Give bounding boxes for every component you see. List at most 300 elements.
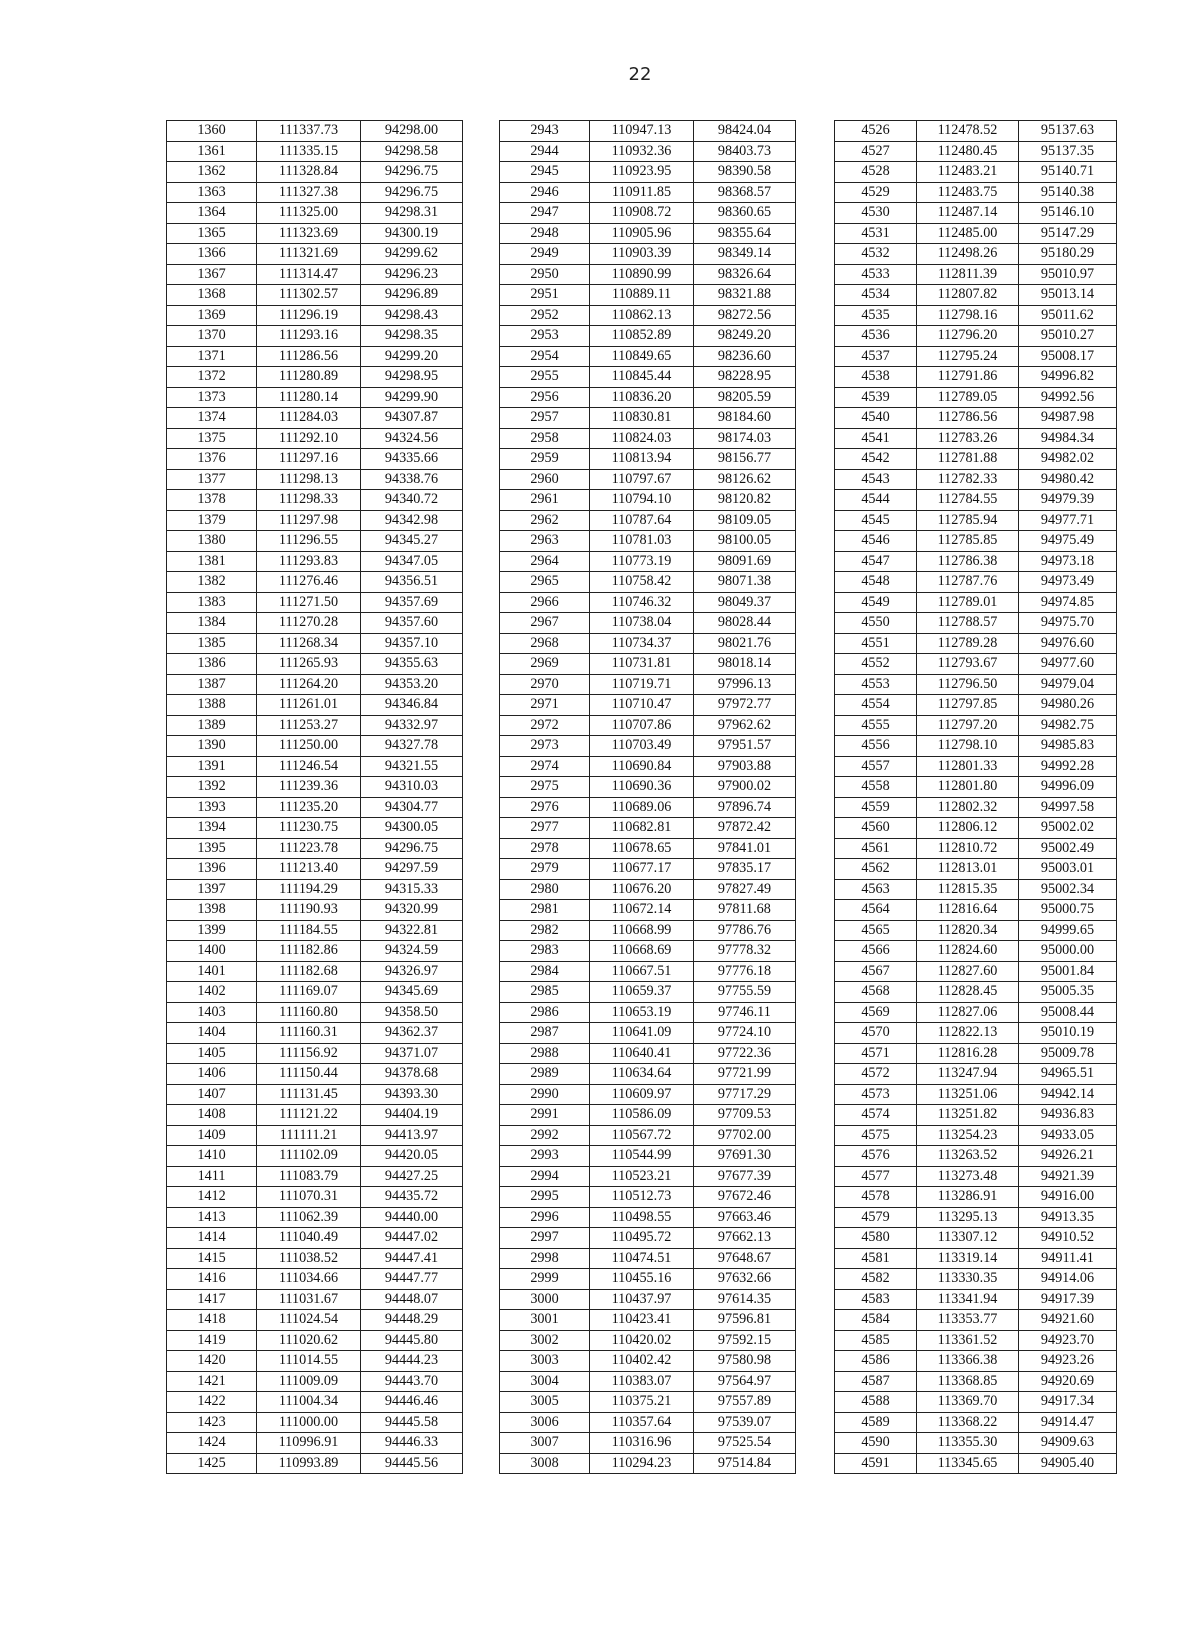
x-coordinate-cell: 113361.52 — [917, 1330, 1019, 1351]
table-row — [500, 1187, 796, 1208]
point-number-cell: 2944 — [500, 141, 590, 162]
y-coordinate-cell: 95005.35 — [1019, 982, 1117, 1003]
y-coordinate-cell: 94346.84 — [361, 695, 463, 716]
x-coordinate-cell: 111337.73 — [257, 121, 361, 142]
y-coordinate-cell: 97557.89 — [694, 1392, 796, 1413]
x-coordinate-cell: 113330.35 — [917, 1269, 1019, 1290]
table-row — [167, 346, 463, 367]
point-number-cell: 2972 — [500, 715, 590, 736]
point-number-cell: 2985 — [500, 982, 590, 1003]
table-row — [500, 1330, 796, 1351]
x-coordinate-cell: 112806.12 — [917, 818, 1019, 839]
point-number-cell: 1379 — [167, 510, 257, 531]
y-coordinate-cell: 94315.33 — [361, 879, 463, 900]
x-coordinate-cell: 110781.03 — [590, 531, 694, 552]
x-coordinate-cell: 111276.46 — [257, 572, 361, 593]
table-row — [835, 1002, 1117, 1023]
x-coordinate-cell: 110512.73 — [590, 1187, 694, 1208]
y-coordinate-cell: 94299.90 — [361, 387, 463, 408]
y-coordinate-cell: 98021.76 — [694, 633, 796, 654]
point-number-cell: 1414 — [167, 1228, 257, 1249]
point-number-cell: 1397 — [167, 879, 257, 900]
x-coordinate-cell: 112784.55 — [917, 490, 1019, 511]
x-coordinate-cell: 111040.49 — [257, 1228, 361, 1249]
y-coordinate-cell: 94977.60 — [1019, 654, 1117, 675]
x-coordinate-cell: 111004.34 — [257, 1392, 361, 1413]
point-number-cell: 1416 — [167, 1269, 257, 1290]
table-row — [500, 121, 796, 142]
x-coordinate-cell: 110932.36 — [590, 141, 694, 162]
table-row — [167, 838, 463, 859]
y-coordinate-cell: 95146.10 — [1019, 203, 1117, 224]
x-coordinate-cell: 111284.03 — [257, 408, 361, 429]
table-row — [167, 1146, 463, 1167]
point-number-cell: 2975 — [500, 777, 590, 798]
y-coordinate-cell: 94977.71 — [1019, 510, 1117, 531]
x-coordinate-cell: 112793.67 — [917, 654, 1019, 675]
table-row — [500, 1412, 796, 1433]
x-coordinate-cell: 111182.68 — [257, 961, 361, 982]
x-coordinate-cell: 111264.20 — [257, 674, 361, 695]
table-row — [500, 572, 796, 593]
x-coordinate-cell: 110294.23 — [590, 1453, 694, 1474]
table-row — [167, 469, 463, 490]
table-row — [167, 449, 463, 470]
x-coordinate-cell: 110852.89 — [590, 326, 694, 347]
y-coordinate-cell: 97632.66 — [694, 1269, 796, 1290]
y-coordinate-cell: 94324.56 — [361, 428, 463, 449]
point-number-cell: 3002 — [500, 1330, 590, 1351]
point-number-cell: 2950 — [500, 264, 590, 285]
x-coordinate-cell: 112487.14 — [917, 203, 1019, 224]
x-coordinate-cell: 112478.52 — [917, 121, 1019, 142]
x-coordinate-cell: 110710.47 — [590, 695, 694, 716]
point-number-cell: 2982 — [500, 920, 590, 941]
x-coordinate-cell: 110609.97 — [590, 1084, 694, 1105]
x-coordinate-cell: 111070.31 — [257, 1187, 361, 1208]
y-coordinate-cell: 94298.35 — [361, 326, 463, 347]
y-coordinate-cell: 95010.19 — [1019, 1023, 1117, 1044]
x-coordinate-cell: 110889.11 — [590, 285, 694, 306]
x-coordinate-cell: 112798.10 — [917, 736, 1019, 757]
y-coordinate-cell: 97835.17 — [694, 859, 796, 880]
point-number-cell: 4581 — [835, 1248, 917, 1269]
table-row — [835, 1269, 1117, 1290]
point-number-cell: 4574 — [835, 1105, 917, 1126]
y-coordinate-cell: 94298.00 — [361, 121, 463, 142]
x-coordinate-cell: 112824.60 — [917, 941, 1019, 962]
point-number-cell: 1360 — [167, 121, 257, 142]
y-coordinate-cell: 97717.29 — [694, 1084, 796, 1105]
y-coordinate-cell: 94345.69 — [361, 982, 463, 1003]
x-coordinate-cell: 111038.52 — [257, 1248, 361, 1269]
table-row — [500, 1289, 796, 1310]
x-coordinate-cell: 112813.01 — [917, 859, 1019, 880]
y-coordinate-cell: 94358.50 — [361, 1002, 463, 1023]
x-coordinate-cell: 112802.32 — [917, 797, 1019, 818]
point-number-cell: 1393 — [167, 797, 257, 818]
y-coordinate-cell: 94338.76 — [361, 469, 463, 490]
y-coordinate-cell: 97514.84 — [694, 1453, 796, 1474]
x-coordinate-cell: 111302.57 — [257, 285, 361, 306]
y-coordinate-cell: 95180.29 — [1019, 244, 1117, 265]
x-coordinate-cell: 113368.22 — [917, 1412, 1019, 1433]
table-row — [167, 1289, 463, 1310]
x-coordinate-cell: 110862.13 — [590, 305, 694, 326]
table-row — [835, 920, 1117, 941]
x-coordinate-cell: 110653.19 — [590, 1002, 694, 1023]
point-number-cell: 4558 — [835, 777, 917, 798]
point-number-cell: 4587 — [835, 1371, 917, 1392]
y-coordinate-cell: 98126.62 — [694, 469, 796, 490]
table-row — [500, 613, 796, 634]
y-coordinate-cell: 94447.77 — [361, 1269, 463, 1290]
table-row — [167, 961, 463, 982]
y-coordinate-cell: 98071.38 — [694, 572, 796, 593]
x-coordinate-cell: 111121.22 — [257, 1105, 361, 1126]
table-row — [167, 1248, 463, 1269]
point-number-cell: 1415 — [167, 1248, 257, 1269]
y-coordinate-cell: 98326.64 — [694, 264, 796, 285]
x-coordinate-cell: 110668.69 — [590, 941, 694, 962]
table-row — [835, 428, 1117, 449]
x-coordinate-cell: 113254.23 — [917, 1125, 1019, 1146]
x-coordinate-cell: 111314.47 — [257, 264, 361, 285]
y-coordinate-cell: 94914.47 — [1019, 1412, 1117, 1433]
y-coordinate-cell: 94443.70 — [361, 1371, 463, 1392]
table-row — [835, 1351, 1117, 1372]
x-coordinate-cell: 111213.40 — [257, 859, 361, 880]
x-coordinate-cell: 112801.33 — [917, 756, 1019, 777]
table-row — [835, 1330, 1117, 1351]
table-row — [167, 203, 463, 224]
point-number-cell: 4585 — [835, 1330, 917, 1351]
y-coordinate-cell: 94980.42 — [1019, 469, 1117, 490]
y-coordinate-cell: 97525.54 — [694, 1433, 796, 1454]
point-number-cell: 4548 — [835, 572, 917, 593]
x-coordinate-cell: 111246.54 — [257, 756, 361, 777]
point-number-cell: 1386 — [167, 654, 257, 675]
x-coordinate-cell: 112828.45 — [917, 982, 1019, 1003]
x-coordinate-cell: 111280.14 — [257, 387, 361, 408]
y-coordinate-cell: 97786.76 — [694, 920, 796, 941]
x-coordinate-cell: 111293.16 — [257, 326, 361, 347]
point-number-cell: 2999 — [500, 1269, 590, 1290]
y-coordinate-cell: 94926.21 — [1019, 1146, 1117, 1167]
point-number-cell: 4577 — [835, 1166, 917, 1187]
x-coordinate-cell: 113247.94 — [917, 1064, 1019, 1085]
y-coordinate-cell: 94916.00 — [1019, 1187, 1117, 1208]
table-row — [835, 1064, 1117, 1085]
table-row — [167, 1043, 463, 1064]
x-coordinate-cell: 110544.99 — [590, 1146, 694, 1167]
table-row — [835, 141, 1117, 162]
y-coordinate-cell: 97841.01 — [694, 838, 796, 859]
point-number-cell: 1424 — [167, 1433, 257, 1454]
x-coordinate-cell: 112810.72 — [917, 838, 1019, 859]
x-coordinate-cell: 110402.42 — [590, 1351, 694, 1372]
point-number-cell: 2969 — [500, 654, 590, 675]
table-row — [835, 490, 1117, 511]
point-number-cell: 2951 — [500, 285, 590, 306]
x-coordinate-cell: 111230.75 — [257, 818, 361, 839]
table-row — [500, 756, 796, 777]
coordinate-table-2 — [499, 120, 796, 1474]
table-row — [835, 531, 1117, 552]
y-coordinate-cell: 94304.77 — [361, 797, 463, 818]
table-row — [500, 1043, 796, 1064]
x-coordinate-cell: 111296.55 — [257, 531, 361, 552]
x-coordinate-cell: 110437.97 — [590, 1289, 694, 1310]
point-number-cell: 4576 — [835, 1146, 917, 1167]
table-row — [835, 223, 1117, 244]
table-row — [500, 531, 796, 552]
table-row — [835, 1207, 1117, 1228]
table-row — [167, 613, 463, 634]
y-coordinate-cell: 94446.33 — [361, 1433, 463, 1454]
x-coordinate-cell: 110794.10 — [590, 490, 694, 511]
y-coordinate-cell: 94992.28 — [1019, 756, 1117, 777]
y-coordinate-cell: 94296.75 — [361, 162, 463, 183]
x-coordinate-cell: 113353.77 — [917, 1310, 1019, 1331]
point-number-cell: 2974 — [500, 756, 590, 777]
x-coordinate-cell: 111335.15 — [257, 141, 361, 162]
y-coordinate-cell: 94984.34 — [1019, 428, 1117, 449]
x-coordinate-cell: 111194.29 — [257, 879, 361, 900]
x-coordinate-cell: 111235.20 — [257, 797, 361, 818]
point-number-cell: 1413 — [167, 1207, 257, 1228]
x-coordinate-cell: 112785.85 — [917, 531, 1019, 552]
table-row — [500, 982, 796, 1003]
point-number-cell: 1361 — [167, 141, 257, 162]
x-coordinate-cell: 111261.01 — [257, 695, 361, 716]
x-coordinate-cell: 110383.07 — [590, 1371, 694, 1392]
x-coordinate-cell: 112815.35 — [917, 879, 1019, 900]
table-row — [167, 182, 463, 203]
table-row — [500, 1064, 796, 1085]
point-number-cell: 2976 — [500, 797, 590, 818]
x-coordinate-cell: 112785.94 — [917, 510, 1019, 531]
y-coordinate-cell: 97580.98 — [694, 1351, 796, 1372]
x-coordinate-cell: 111150.44 — [257, 1064, 361, 1085]
x-coordinate-cell: 110849.65 — [590, 346, 694, 367]
y-coordinate-cell: 98174.03 — [694, 428, 796, 449]
point-number-cell: 1399 — [167, 920, 257, 941]
table-row — [835, 797, 1117, 818]
table-row — [835, 736, 1117, 757]
x-coordinate-cell: 110498.55 — [590, 1207, 694, 1228]
x-coordinate-cell: 111169.07 — [257, 982, 361, 1003]
y-coordinate-cell: 94917.39 — [1019, 1289, 1117, 1310]
point-number-cell: 4539 — [835, 387, 917, 408]
table-row — [835, 613, 1117, 634]
x-coordinate-cell: 112827.60 — [917, 961, 1019, 982]
point-number-cell: 1421 — [167, 1371, 257, 1392]
x-coordinate-cell: 111293.83 — [257, 551, 361, 572]
x-coordinate-cell: 113369.70 — [917, 1392, 1019, 1413]
x-coordinate-cell: 112786.38 — [917, 551, 1019, 572]
table-row — [167, 1392, 463, 1413]
table-row — [835, 592, 1117, 613]
y-coordinate-cell: 95003.01 — [1019, 859, 1117, 880]
table-row — [167, 1371, 463, 1392]
table-row — [835, 961, 1117, 982]
point-number-cell: 2960 — [500, 469, 590, 490]
table-row — [500, 449, 796, 470]
point-number-cell: 4546 — [835, 531, 917, 552]
y-coordinate-cell: 95137.35 — [1019, 141, 1117, 162]
x-coordinate-cell: 110905.96 — [590, 223, 694, 244]
point-number-cell: 4541 — [835, 428, 917, 449]
point-number-cell: 4555 — [835, 715, 917, 736]
x-coordinate-cell: 111009.09 — [257, 1371, 361, 1392]
table-row — [167, 490, 463, 511]
table-row — [835, 510, 1117, 531]
table-row — [835, 1228, 1117, 1249]
y-coordinate-cell: 94982.75 — [1019, 715, 1117, 736]
x-coordinate-cell: 110731.81 — [590, 654, 694, 675]
y-coordinate-cell: 94445.56 — [361, 1453, 463, 1474]
table-row — [500, 715, 796, 736]
y-coordinate-cell: 97539.07 — [694, 1412, 796, 1433]
point-number-cell: 2984 — [500, 961, 590, 982]
point-number-cell: 2988 — [500, 1043, 590, 1064]
point-number-cell: 4571 — [835, 1043, 917, 1064]
x-coordinate-cell: 113251.82 — [917, 1105, 1019, 1126]
y-coordinate-cell: 94445.80 — [361, 1330, 463, 1351]
x-coordinate-cell: 111014.55 — [257, 1351, 361, 1372]
y-coordinate-cell: 98184.60 — [694, 408, 796, 429]
table-row — [835, 1453, 1117, 1474]
table-row — [835, 859, 1117, 880]
point-number-cell: 4551 — [835, 633, 917, 654]
table-row — [167, 1064, 463, 1085]
table-row — [835, 777, 1117, 798]
point-number-cell: 1400 — [167, 941, 257, 962]
point-number-cell: 2952 — [500, 305, 590, 326]
table-row — [167, 756, 463, 777]
point-number-cell: 2954 — [500, 346, 590, 367]
table-row — [500, 1023, 796, 1044]
point-number-cell: 1420 — [167, 1351, 257, 1372]
point-number-cell: 4553 — [835, 674, 917, 695]
point-number-cell: 4580 — [835, 1228, 917, 1249]
y-coordinate-cell: 94357.10 — [361, 633, 463, 654]
point-number-cell: 4552 — [835, 654, 917, 675]
y-coordinate-cell: 94296.75 — [361, 838, 463, 859]
x-coordinate-cell: 110672.14 — [590, 900, 694, 921]
table-row — [500, 1269, 796, 1290]
x-coordinate-cell: 110567.72 — [590, 1125, 694, 1146]
point-number-cell: 4569 — [835, 1002, 917, 1023]
x-coordinate-cell: 110640.41 — [590, 1043, 694, 1064]
x-coordinate-cell: 110947.13 — [590, 121, 694, 142]
y-coordinate-cell: 94321.55 — [361, 756, 463, 777]
y-coordinate-cell: 95010.27 — [1019, 326, 1117, 347]
point-number-cell: 1407 — [167, 1084, 257, 1105]
y-coordinate-cell: 94980.26 — [1019, 695, 1117, 716]
x-coordinate-cell: 113307.12 — [917, 1228, 1019, 1249]
point-number-cell: 1377 — [167, 469, 257, 490]
table-row — [835, 674, 1117, 695]
point-number-cell: 1394 — [167, 818, 257, 839]
point-number-cell: 1408 — [167, 1105, 257, 1126]
y-coordinate-cell: 98049.37 — [694, 592, 796, 613]
point-number-cell: 4554 — [835, 695, 917, 716]
point-number-cell: 3004 — [500, 1371, 590, 1392]
point-number-cell: 4526 — [835, 121, 917, 142]
point-number-cell: 4575 — [835, 1125, 917, 1146]
table-row — [835, 756, 1117, 777]
table-row — [167, 736, 463, 757]
table-row — [500, 1146, 796, 1167]
y-coordinate-cell: 98424.04 — [694, 121, 796, 142]
point-number-cell: 4537 — [835, 346, 917, 367]
point-number-cell: 1391 — [167, 756, 257, 777]
table-row — [835, 387, 1117, 408]
point-number-cell: 3005 — [500, 1392, 590, 1413]
point-number-cell: 1367 — [167, 264, 257, 285]
x-coordinate-cell: 111034.66 — [257, 1269, 361, 1290]
table-row — [167, 859, 463, 880]
y-coordinate-cell: 94342.98 — [361, 510, 463, 531]
x-coordinate-cell: 110495.72 — [590, 1228, 694, 1249]
y-coordinate-cell: 94973.49 — [1019, 572, 1117, 593]
y-coordinate-cell: 94992.56 — [1019, 387, 1117, 408]
x-coordinate-cell: 111328.84 — [257, 162, 361, 183]
x-coordinate-cell: 110845.44 — [590, 367, 694, 388]
point-number-cell: 1422 — [167, 1392, 257, 1413]
y-coordinate-cell: 94446.46 — [361, 1392, 463, 1413]
y-coordinate-cell: 98236.60 — [694, 346, 796, 367]
x-coordinate-cell: 112498.26 — [917, 244, 1019, 265]
x-coordinate-cell: 111250.00 — [257, 736, 361, 757]
y-coordinate-cell: 97596.81 — [694, 1310, 796, 1331]
table-row — [835, 1412, 1117, 1433]
table-row — [835, 203, 1117, 224]
table-row — [500, 223, 796, 244]
x-coordinate-cell: 112822.13 — [917, 1023, 1019, 1044]
x-coordinate-cell: 110316.96 — [590, 1433, 694, 1454]
y-coordinate-cell: 94435.72 — [361, 1187, 463, 1208]
point-number-cell: 1404 — [167, 1023, 257, 1044]
x-coordinate-cell: 110813.94 — [590, 449, 694, 470]
y-coordinate-cell: 98120.82 — [694, 490, 796, 511]
table-row — [167, 592, 463, 613]
y-coordinate-cell: 97702.00 — [694, 1125, 796, 1146]
x-coordinate-cell: 111111.21 — [257, 1125, 361, 1146]
point-number-cell: 4556 — [835, 736, 917, 757]
table-row — [835, 551, 1117, 572]
point-number-cell: 4532 — [835, 244, 917, 265]
point-number-cell: 1410 — [167, 1146, 257, 1167]
x-coordinate-cell: 112798.16 — [917, 305, 1019, 326]
x-coordinate-cell: 111156.92 — [257, 1043, 361, 1064]
y-coordinate-cell: 95011.62 — [1019, 305, 1117, 326]
y-coordinate-cell: 94974.85 — [1019, 592, 1117, 613]
point-number-cell: 1402 — [167, 982, 257, 1003]
point-number-cell: 1389 — [167, 715, 257, 736]
table-row — [167, 285, 463, 306]
y-coordinate-cell: 98272.56 — [694, 305, 796, 326]
x-coordinate-cell: 112796.20 — [917, 326, 1019, 347]
y-coordinate-cell: 97755.59 — [694, 982, 796, 1003]
table-row — [835, 695, 1117, 716]
y-coordinate-cell: 94296.23 — [361, 264, 463, 285]
point-number-cell: 2980 — [500, 879, 590, 900]
x-coordinate-cell: 112811.39 — [917, 264, 1019, 285]
y-coordinate-cell: 94921.60 — [1019, 1310, 1117, 1331]
